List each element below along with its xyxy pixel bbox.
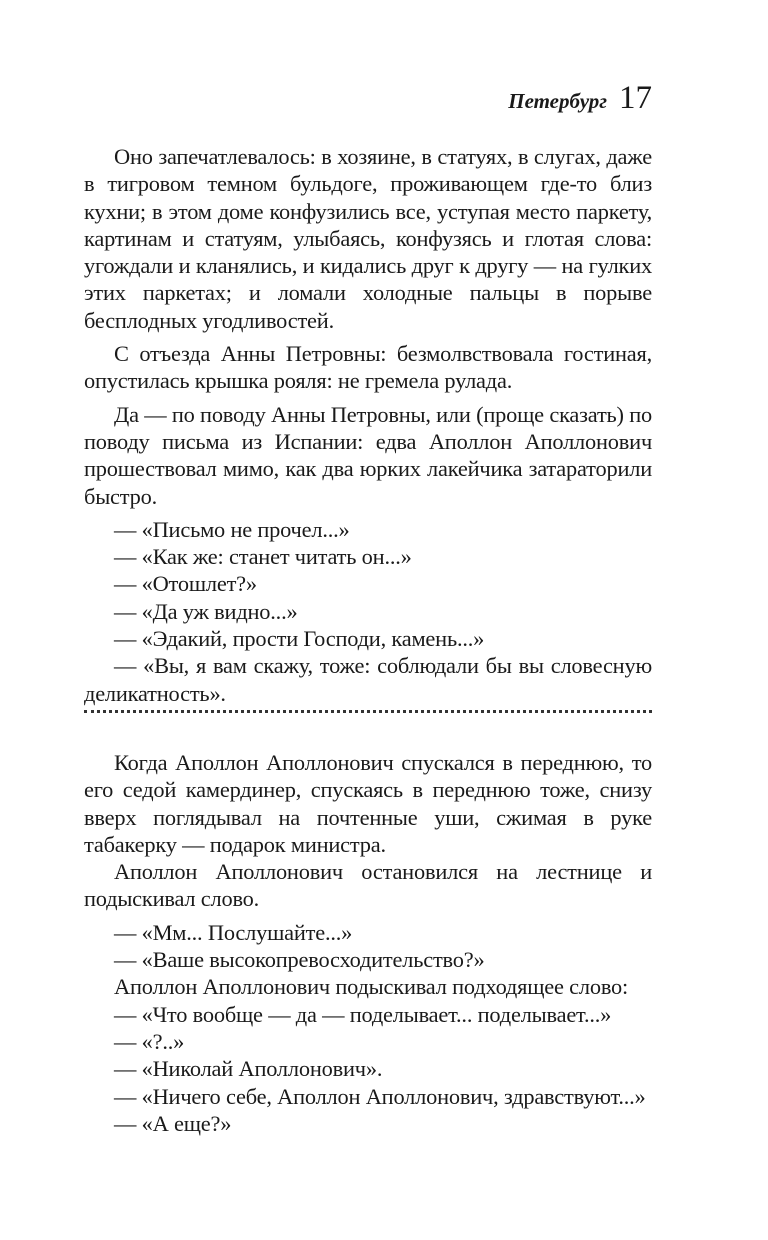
paragraph: Аполлон Аполлонович остановился на лестнице и подыскивал слово. xyxy=(84,859,652,912)
dialogue-line: — «Что вообще — да — поделывает... поделывает...» xyxy=(114,1001,612,1027)
text-section-1 xyxy=(84,143,652,707)
paragraph: С отъезда Анны Петровны: безмолвствовала гостиная, опустилась крышка рояля: не гремела рулада. xyxy=(84,341,652,394)
text-section-2 xyxy=(84,749,652,1137)
paragraph: Оно запечатлевалось: в хозяине, в статуях, в слугах, даже в тигровом темном бульдоге, проживающем где-то близ кухни; в этом доме конфузились все, уступая место паркету, картинам и статуям, улыбаясь, конфузясь и глотая слова: угождали и кланялись, и кидались друг к другу — на гулких этих паркетах; и ломали холодные пальцы в порыве бесплодных угодливостей. xyxy=(84,144,652,333)
paragraph: Аполлон Аполлонович подыскивал подходящее слово: xyxy=(114,974,629,1000)
dialogue-line: — «Ничего себе, Аполлон Аполлонович, здравствуют...» xyxy=(114,1083,646,1109)
dialogue-line: — «Да уж видно...» xyxy=(114,598,298,624)
paragraph: Да — по поводу Анны Петровны, или (проще сказать) по поводу письма из Испании: едва Аполлон Аполлонович прошествовал мимо, как два юрких лакейчика затараторили быстро. xyxy=(84,401,652,509)
dialogue-line: — «Отошлет?» xyxy=(114,571,257,597)
running-title: Петербург xyxy=(508,89,607,113)
dialogue-line: — «?..» xyxy=(114,1028,185,1054)
page-number: 17 xyxy=(619,80,652,116)
dialogue-line: — «Как же: станет читать он...» xyxy=(114,544,412,570)
dialogue-line: — «Ваше высокопревосходительство?» xyxy=(114,947,485,973)
paragraph: Когда Аполлон Аполлонович спускался в переднюю, то его седой камердинер, спускаясь в переднюю тоже, снизу вверх поглядывал на почтенные уши, сжимая в руке табакерку — подарок министра. xyxy=(84,750,652,857)
dialogue-line: — «А еще?» xyxy=(114,1110,232,1136)
page-header xyxy=(508,82,652,115)
section-separator xyxy=(84,710,652,713)
dialogue-line: — «Эдакий, прости Господи, камень...» xyxy=(114,626,485,652)
dialogue-line: — «Николай Аполлонович». xyxy=(114,1056,383,1082)
dialogue-line: — «Мм... Послушайте...» xyxy=(114,919,353,945)
dialogue-line: — «Письмо не прочел...» xyxy=(114,516,350,542)
dialogue-line: — «Вы, я вам скажу, тоже: соблюдали бы вы словесную деликатность». xyxy=(84,653,652,706)
